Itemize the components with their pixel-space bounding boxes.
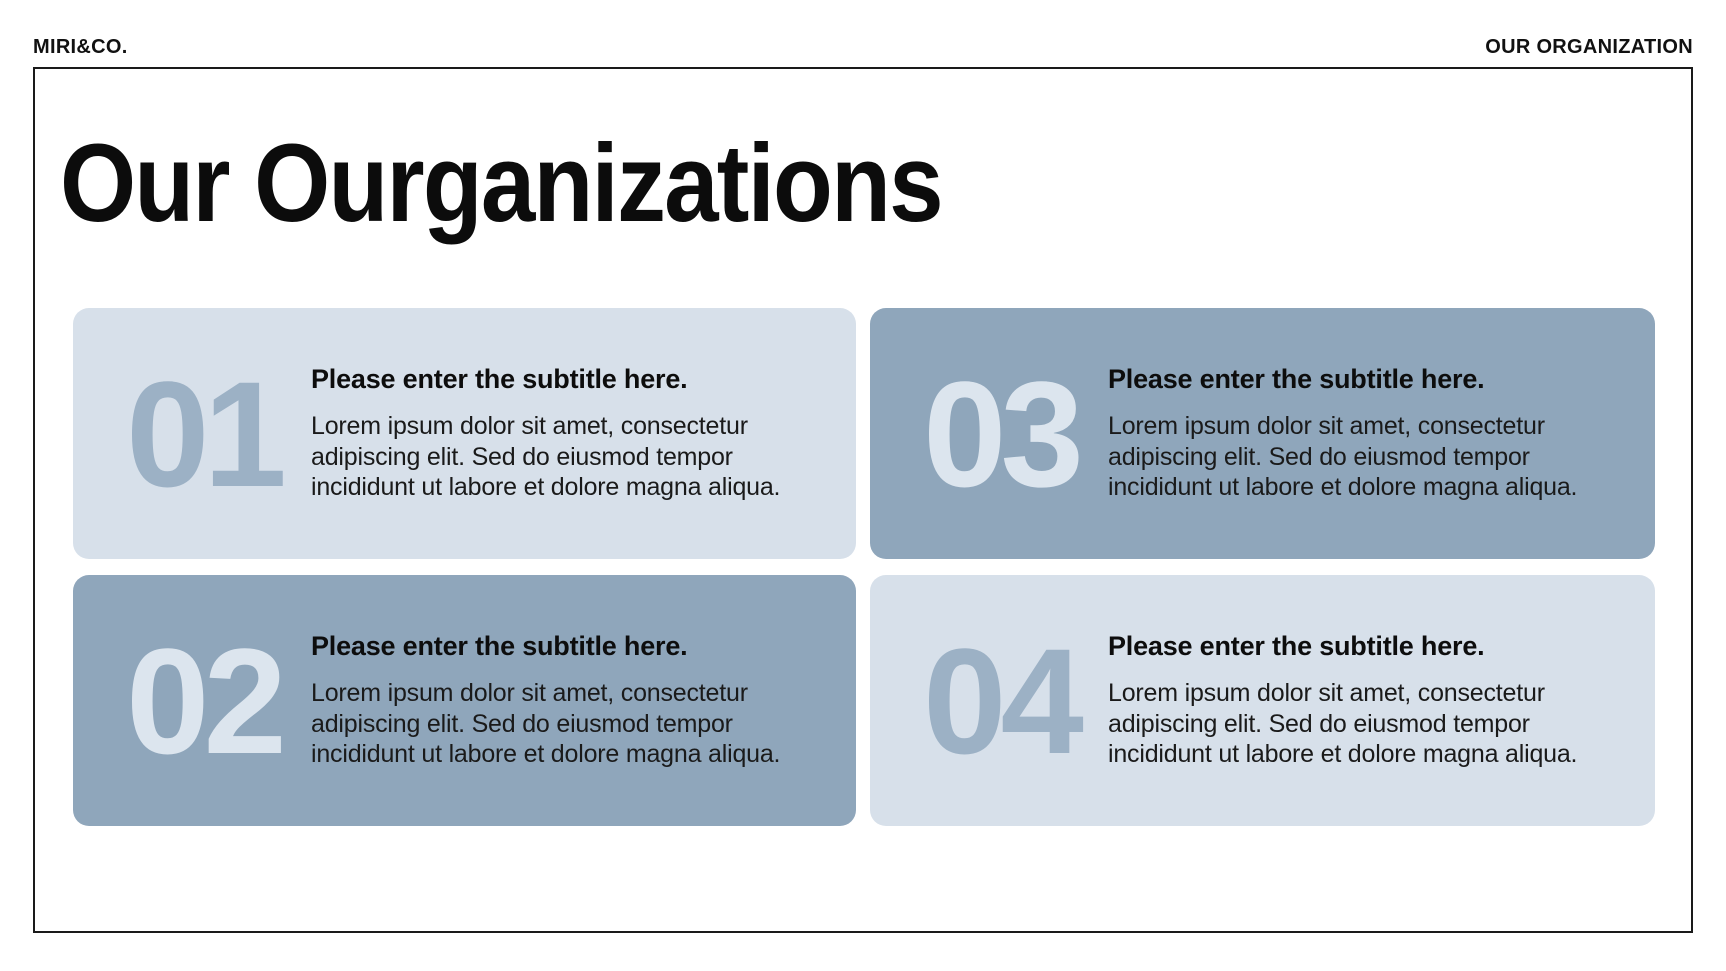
slide-header [33,37,1693,57]
cards-grid [73,308,1655,826]
card-number: 04 [923,616,1078,785]
section-label: OUR ORGANIZATION [1485,36,1693,58]
card-subtitle: Please enter the subtitle here. [1108,631,1485,662]
org-card-02 [73,575,856,826]
body-line: adipiscing elit. Sed do eiusmod tempor [311,442,733,471]
body-line: incididunt ut labore et dolore magna aliqua. [1108,740,1578,769]
card-body [311,678,789,770]
body-line: incididunt ut labore et dolore magna aliqua. [1108,473,1578,502]
card-text [1108,364,1586,503]
body-line: Lorem ipsum dolor sit amet, consectetur [1108,679,1545,708]
slide-frame [33,67,1693,933]
body-line: incididunt ut labore et dolore magna aliqua. [311,473,781,502]
org-card-01 [73,308,856,559]
card-subtitle: Please enter the subtitle here. [311,631,688,662]
card-number: 02 [126,616,281,785]
card-subtitle: Please enter the subtitle here. [1108,364,1485,395]
brand-label: MIRI&CO. [33,36,128,58]
body-line: Lorem ipsum dolor sit amet, consectetur [311,679,748,708]
card-subtitle: Please enter the subtitle here. [311,364,688,395]
card-body [1108,678,1586,770]
card-text [311,631,789,770]
org-card-03 [870,308,1655,559]
body-line: adipiscing elit. Sed do eiusmod tempor [1108,442,1530,471]
card-text [1108,631,1586,770]
card-body [1108,411,1586,503]
body-line: Lorem ipsum dolor sit amet, consectetur [311,412,748,441]
card-body [311,411,789,503]
org-card-04 [870,575,1655,826]
card-text [311,364,789,503]
body-line: adipiscing elit. Sed do eiusmod tempor [311,709,733,738]
card-number: 03 [923,349,1078,518]
body-line: adipiscing elit. Sed do eiusmod tempor [1108,709,1530,738]
card-number: 01 [126,349,281,518]
page-title: Our Ourganizations [60,122,942,245]
body-line: incididunt ut labore et dolore magna aliqua. [311,740,781,769]
body-line: Lorem ipsum dolor sit amet, consectetur [1108,412,1545,441]
